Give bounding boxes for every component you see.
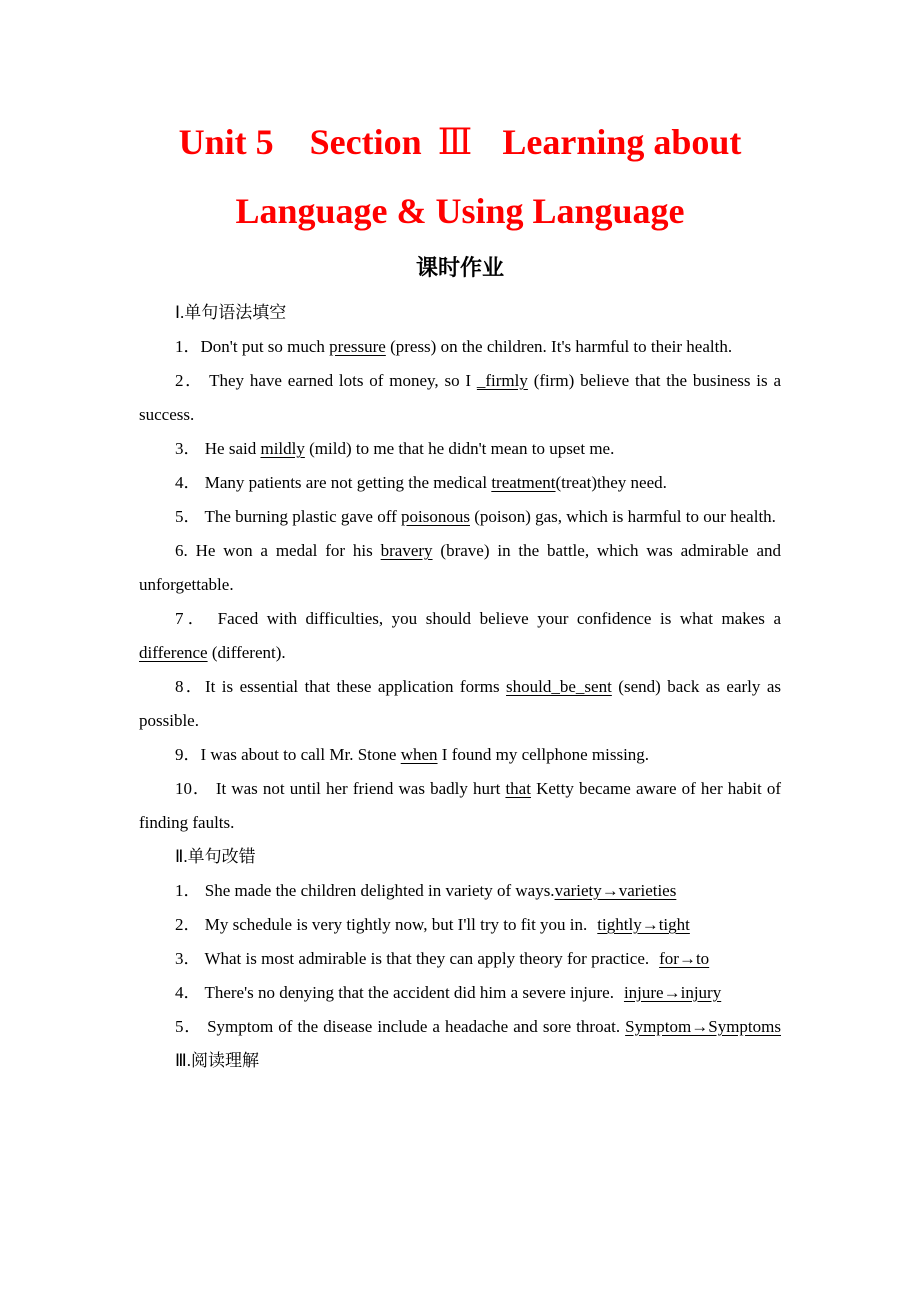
part1-item-10: 10． It was not until her friend was badly hurt that Ketty became aware of her habit of finding faults. <box>139 779 781 832</box>
title-line2: Language & Using Language <box>235 191 685 231</box>
part1-item-1: 1．Don't put so much pressure (press) on the children. It's harmful to their health. <box>175 337 733 356</box>
answer: pressure <box>329 337 386 356</box>
part1-item-8: 8．It is essential that these application forms should_be_sent (send) back as early as possible. <box>139 677 782 730</box>
title-section: Section <box>309 122 422 162</box>
part1-item-2: 2． They have earned lots of money, so I _firmly (firm) believe that the business is a success. <box>139 371 781 424</box>
part1-item-6: 6. He won a medal for his bravery (brave) in the battle, which was admirable and unforgettable. <box>139 541 782 594</box>
part2-item-2: 2． My schedule is very tightly now, but I'll try to fit you in. tightly→tight <box>175 915 690 934</box>
answer: that <box>505 779 531 798</box>
part3-heading: Ⅲ.阅读理解 <box>175 1051 259 1070</box>
part2-item-3: 3． What is most admirable is that they can apply theory for practice. for→to <box>175 949 710 968</box>
answer: should_be_sent <box>506 677 612 696</box>
correction: injure→injury <box>623 983 722 1002</box>
document-title <box>139 108 781 246</box>
part1-heading: Ⅰ.单句语法填空 <box>175 303 287 322</box>
answer: difference <box>139 643 208 662</box>
correction: tightly→tight <box>597 915 690 934</box>
part2-item-4: 4． There's no denying that the accident did him a severe injure. injure→injury <box>175 983 722 1002</box>
title-unit: Unit 5 <box>178 122 274 162</box>
correction: Symptom→Symptoms <box>625 1017 781 1036</box>
part2-item-1: 1． She made the children delighted in variety of ways.variety→varieties <box>175 881 677 900</box>
part1-item-3: 3． He said mildly (mild) to me that he didn't mean to upset me. <box>175 439 615 458</box>
answer: bravery <box>380 541 433 560</box>
answer: when <box>400 745 438 764</box>
correction: for→to <box>659 949 710 968</box>
part1-item-7: 7． Faced with difficulties, you should believe your confidence is what makes a difference (different). <box>139 609 781 662</box>
answer: _firmly <box>476 371 528 390</box>
part1-item-5: 5． The burning plastic gave off poisonous (poison) gas, which is harmful to our health. <box>175 507 776 526</box>
part2-heading: Ⅱ.单句改错 <box>175 847 256 866</box>
correction: variety→varieties <box>554 881 677 900</box>
part1-item-9: 9．I was about to call Mr. Stone when I found my cellphone missing. <box>175 745 650 764</box>
answer: poisonous <box>401 507 470 526</box>
part2-item-5: 5． Symptom of the disease include a headache and sore throat. Symptom→Symptoms <box>175 1017 781 1036</box>
part1-item-4: 4． Many patients are not getting the medical treatment(treat)they need. <box>175 473 667 492</box>
title-section-number: Ⅲ <box>437 122 473 162</box>
title-topic: Learning about <box>502 122 742 162</box>
subtitle: 课时作业 <box>415 256 504 281</box>
answer: treatment <box>491 473 556 492</box>
answer: mildly <box>260 439 305 458</box>
